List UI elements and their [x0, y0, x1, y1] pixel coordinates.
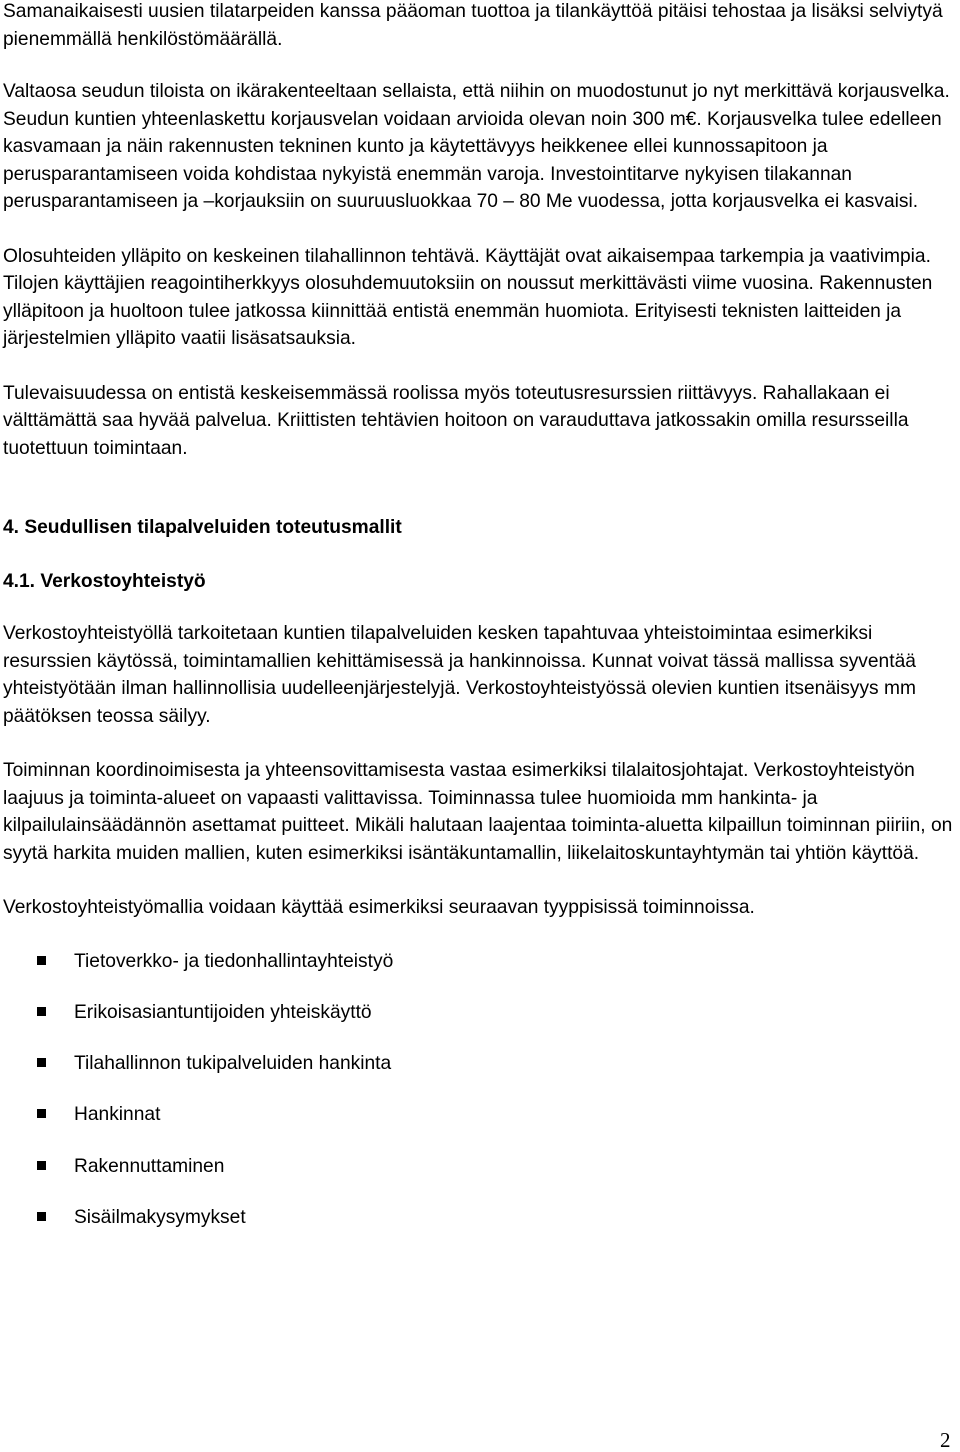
list-item: Tietoverkko- ja tiedonhallintayhteistyö — [3, 948, 953, 999]
paragraph-coordination: Toiminnan koordinoimisesta ja yhteensovittamisesta vastaa esimerkiksi tilalaitosjohtajat. Verkostoyhteistyön laajuus ja toiminta-alueet on vapaasti valittavissa. Toiminnassa tulee huomioida mm hankinta- ja kilpailulainsäädännön asettamat puitteet. Mikäli halutaan laajentaa toiminta-aluetta kilpaillun toiminnan piiriin, on syytä harkita muiden mallien, kuten esimerkiksi isäntäkuntamallin, liikelaitoskuntayhtymän tai yhtiön käyttöä. — [3, 760, 953, 864]
square-bullet-icon — [37, 1212, 46, 1221]
paragraph-conditions-maintenance: Olosuhteiden ylläpito on keskeinen tilahallinnon tehtävä. Käyttäjät ovat aikaisempaa tarkempia ja vaativimpia. Tilojen käyttäjien reagointiherkkyys olosuhdemuutoksiin on noussut merkittävästi viime vuosina. Rakennusten ylläpitoon ja huoltoon tulee jatkossa kiinnittää entistä enemmän huomiota. Erityisesti teknisten laitteiden ja järjestelmien ylläpito vaatii lisäsatsauksia. — [3, 245, 933, 349]
activity-bullet-list — [3, 948, 953, 1256]
section-heading-4: 4. Seudullisen tilapalveluiden toteutusmallit — [3, 517, 402, 538]
paragraph-usage-intro: Verkostoyhteistyömallia voidaan käyttää esimerkiksi seuraavan tyyppisissä toiminnoissa. — [3, 897, 755, 918]
square-bullet-icon — [37, 1007, 46, 1016]
list-item: Tilahallinnon tukipalveluiden hankinta — [3, 1050, 953, 1101]
paragraph-staffing: Samanaikaisesti uusien tilatarpeiden kanssa pääoman tuottoa ja tilankäyttöä pitäisi tehostaa ja lisäksi selviytyä pienemmällä henkilöstömäärällä. — [3, 1, 943, 50]
document-page — [3, 0, 953, 1255]
square-bullet-icon — [37, 956, 46, 965]
list-item: Rakennuttaminen — [3, 1153, 953, 1204]
section-heading-4-1: 4.1. Verkostoyhteistyö — [3, 571, 206, 592]
paragraph-network-cooperation: Verkostoyhteistyöllä tarkoitetaan kuntien tilapalveluiden kesken tapahtuvaa yhteistoimintaa esimerkiksi resurssien käytössä, toimintamallien kehittämisessä ja hankinnoissa. Kunnat voivat tässä mallissa syventää yhteistyötään ilman hallinnollisia uudelleenjärjestelyjä. Verkostoyhteistyössä olevien kuntien itsenäisyys mm päätöksen teossa säilyy. — [3, 623, 916, 727]
list-item: Hankinnat — [3, 1101, 953, 1152]
paragraph-repair-debt: Valtaosa seudun tiloista on ikärakenteeltaan sellaista, että niihin on muodostunut jo nyt merkittävä korjausvelka. Seudun kuntien yhteenlaskettu korjausvelan voidaan arvioida olevan noin 300 m€. Korjausvelka tulee edelleen kasvamaan ja näin rakennusten tekninen kunto ja käytettävyys heikkenee ellei kunnossapitoon ja perusparantamiseen voida kohdistaa nykyistä enemmän varoja. Investointitarve nykyisen tilakannan perusparantamiseen ja –korjauksiin on suuruusluokkaa 70 – 80 Me vuodessa, jotta korjausvelka ei kasvaisi. — [3, 81, 950, 212]
list-item: Erikoisasiantuntijoiden yhteiskäyttö — [3, 999, 953, 1050]
square-bullet-icon — [37, 1109, 46, 1118]
list-item: Sisäilmakysymykset — [3, 1204, 953, 1255]
square-bullet-icon — [37, 1058, 46, 1067]
square-bullet-icon — [37, 1161, 46, 1170]
page-number: 2 — [940, 1428, 951, 1452]
paragraph-resources: Tulevaisuudessa on entistä keskeisemmässä roolissa myös toteutusresurssien riittävyys. Rahallakaan ei välttämättä saa hyvää palvelua. Kriittisten tehtävien hoitoon on varauduttava jatkossakin omilla resursseilla tuotettuun toimintaan. — [3, 382, 909, 459]
